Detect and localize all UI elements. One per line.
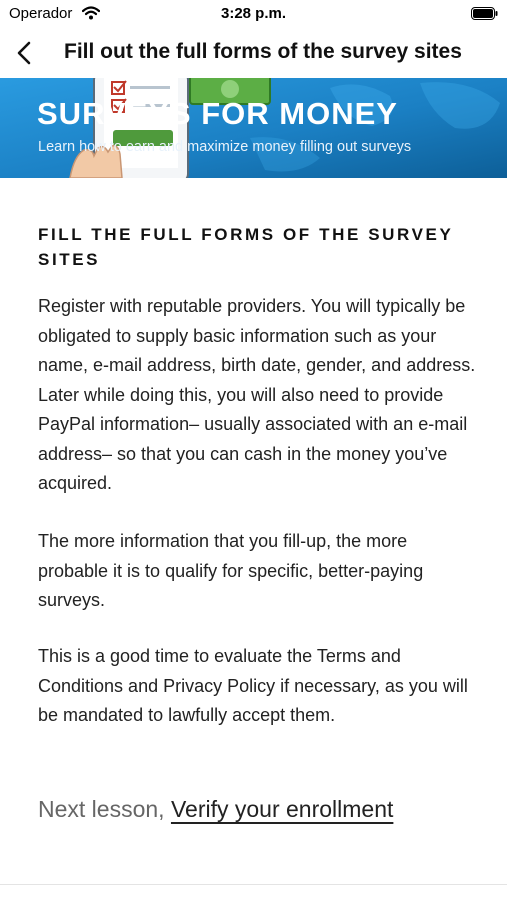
paragraph-1: Register with reputable providers. You will typically be obligated to supply basic information such as your name, e-mail address, birth date, gender, and address. Later while doing this, you will also need to provide PayPal information– usually associated with an e-mail address– so that you can cash in the money you’ve acquired.	[38, 296, 476, 493]
paragraph-2: The more information that you fill-up, the more probable it is to qualify for specific, better-paying surveys.	[38, 531, 424, 610]
next-lesson	[38, 796, 393, 823]
course-banner	[0, 78, 507, 178]
page-title: Fill out the full forms of the survey sites	[64, 40, 462, 63]
bottom-divider	[0, 884, 507, 885]
next-lesson-prefix: Next lesson,	[38, 796, 171, 822]
battery-icon	[471, 7, 498, 20]
back-chevron-icon[interactable]	[12, 40, 38, 66]
status-bar	[0, 0, 507, 30]
banner-subtitle: Learn how to earn and maximize money filling out surveys	[38, 139, 412, 155]
carrier-label: Operador	[9, 5, 73, 22]
section-heading: FILL THE FULL FORMS OF THE SURVEY SITES	[38, 225, 454, 269]
lesson-content	[38, 222, 478, 725]
banner-title: SURVEYS FOR MONEY	[37, 96, 398, 131]
next-lesson-link[interactable]: Verify your enrollment	[170, 796, 394, 822]
status-time: 3:28 p.m.	[220, 5, 287, 22]
navigation-bar	[0, 30, 507, 78]
paragraph-3: This is a good time to evaluate the Terms and Conditions and Privacy Policy if necessary, as you will be mandated to lawfully accept them.	[38, 646, 468, 725]
